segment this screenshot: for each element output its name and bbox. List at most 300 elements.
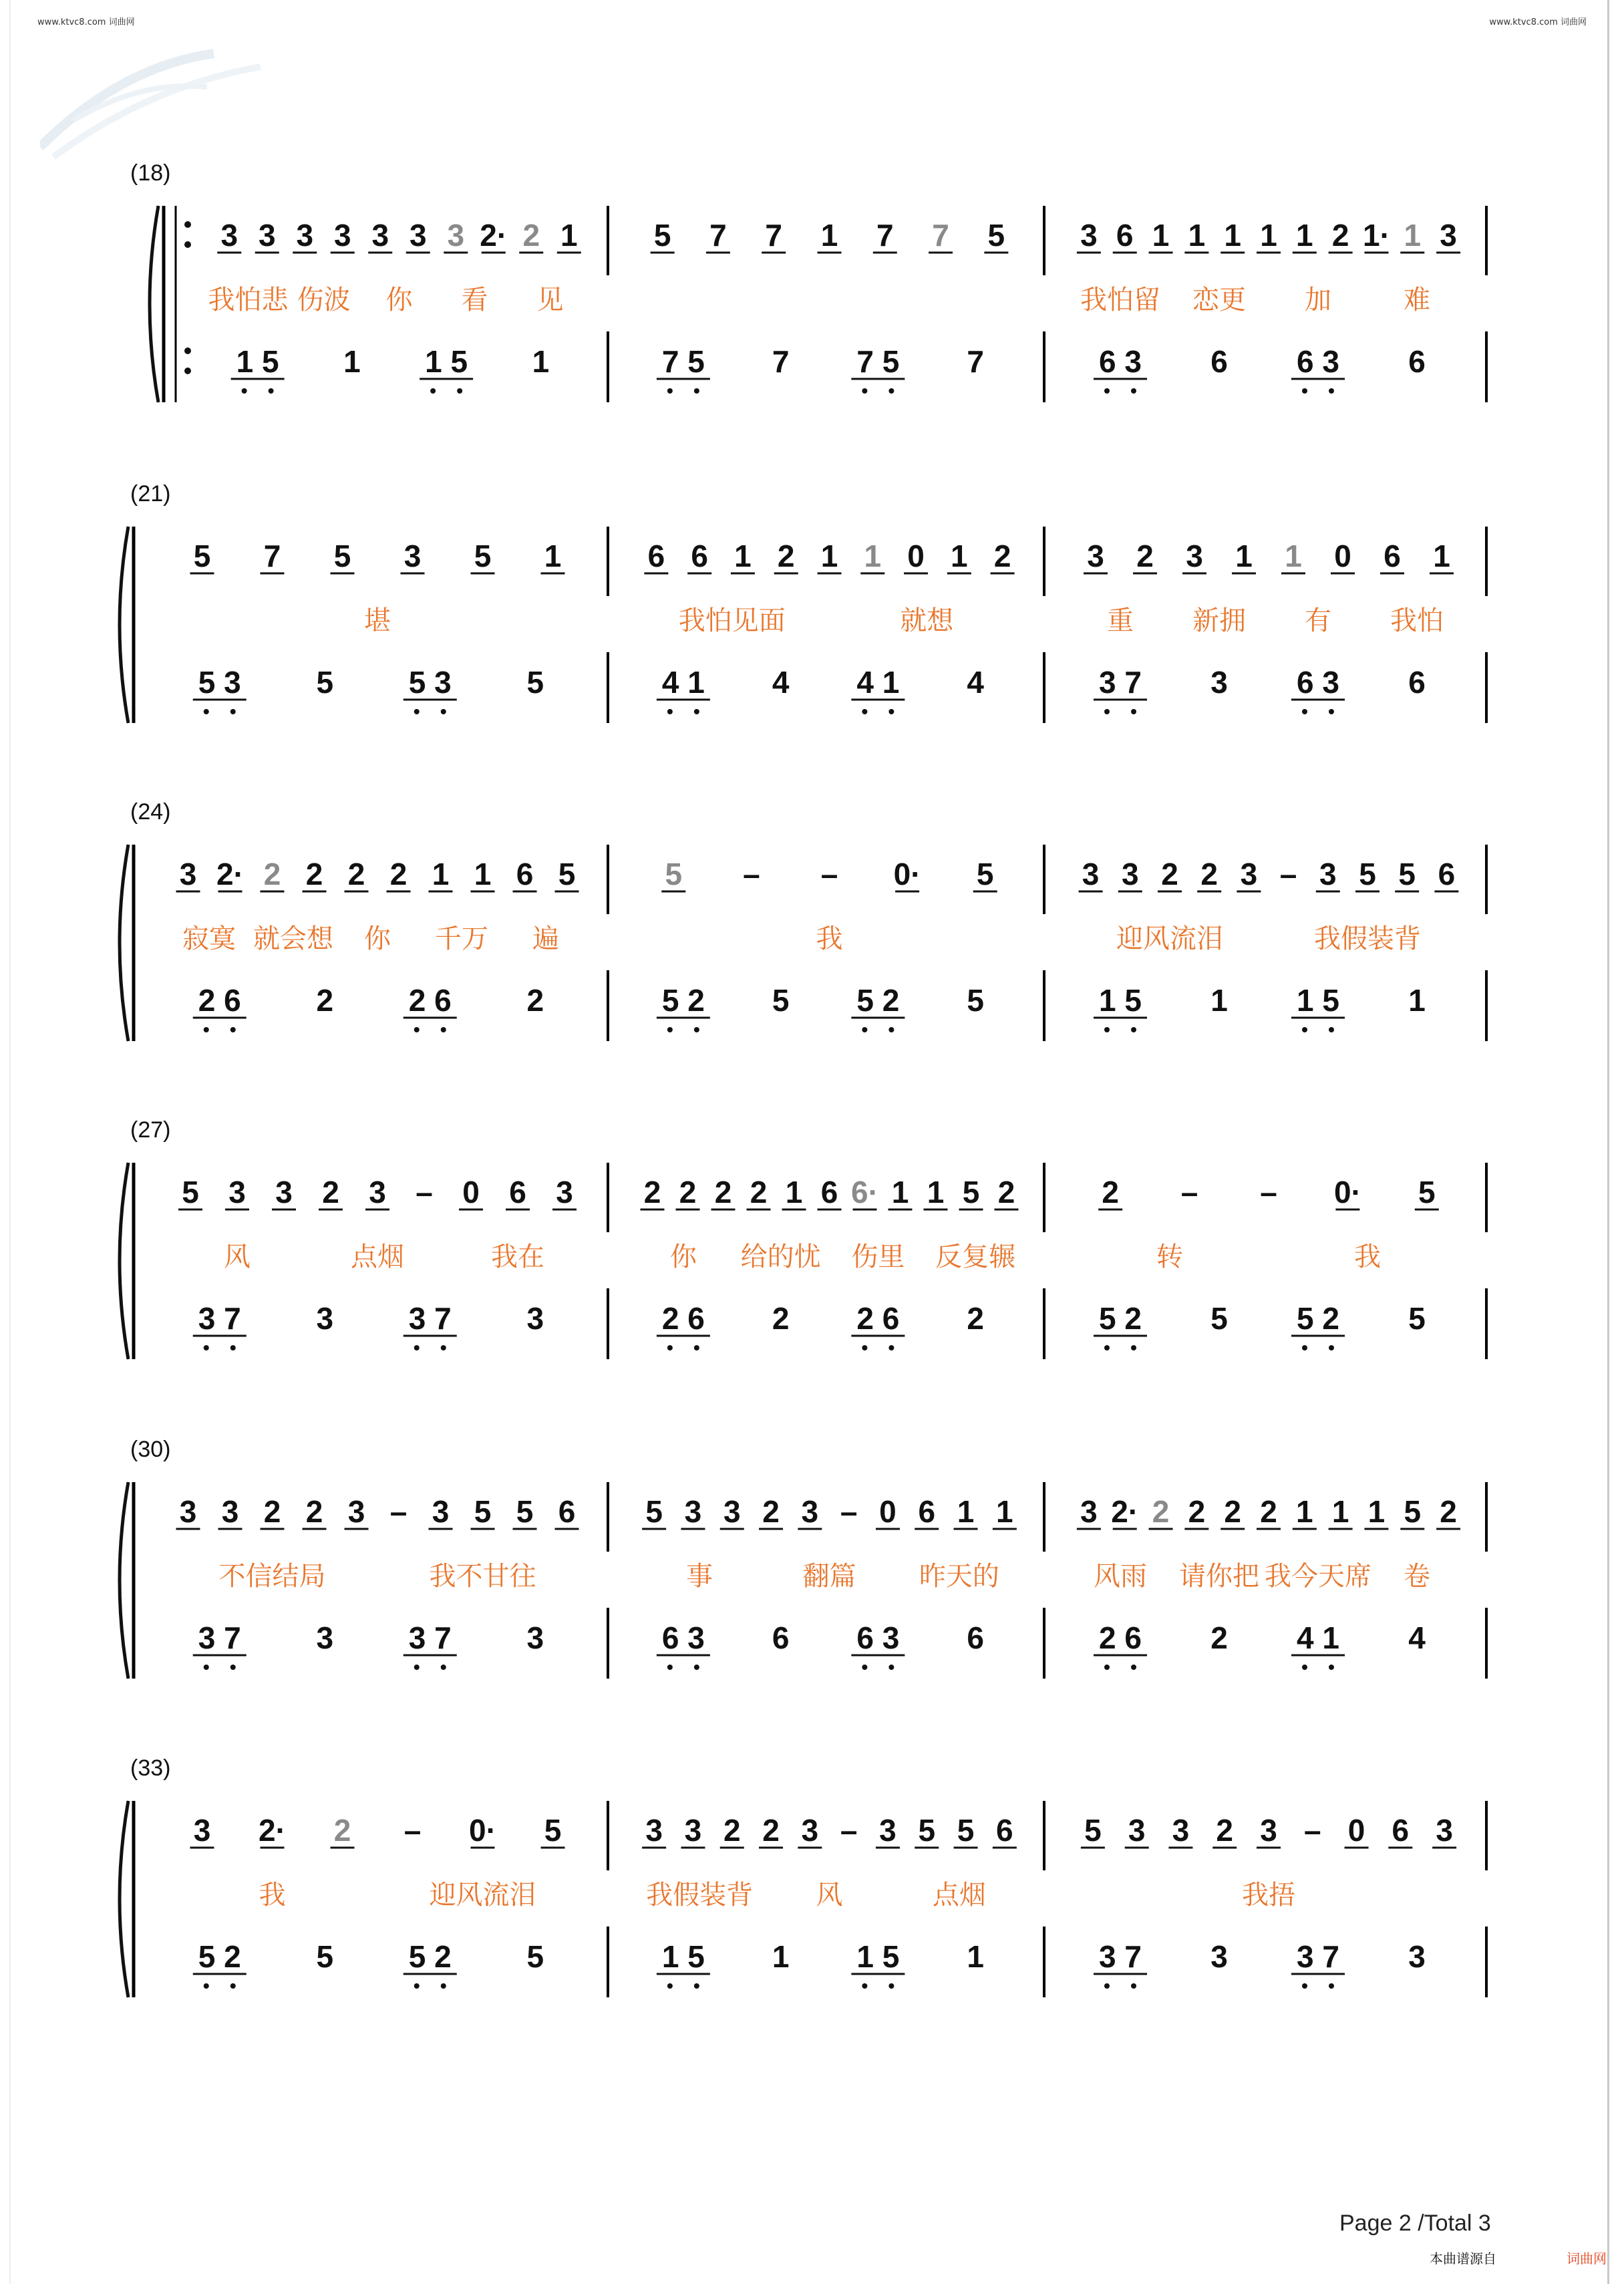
repeat-dot bbox=[184, 221, 191, 228]
accompaniment-note: 1 bbox=[343, 344, 361, 379]
octave-dot bbox=[1104, 1027, 1110, 1032]
accompaniment-note: 4 1 bbox=[856, 665, 900, 700]
melody-note: 6 bbox=[1116, 218, 1134, 253]
site-header-left[interactable]: www.ktvc8.com 词曲网 bbox=[37, 17, 135, 27]
melody-note: 6 bbox=[918, 1494, 936, 1529]
accompaniment-note: 4 bbox=[967, 665, 984, 700]
lyric-text: 我 bbox=[259, 1880, 286, 1910]
melody-note: 6 bbox=[691, 539, 708, 573]
melody-note: – bbox=[403, 1813, 422, 1848]
lyric-text: 我怕见面 bbox=[678, 605, 786, 636]
melody-note: 3 bbox=[296, 218, 314, 253]
melody-note: 0 bbox=[462, 1175, 480, 1209]
system-brace bbox=[150, 206, 158, 402]
lyric-text: 看 bbox=[461, 285, 488, 315]
accompaniment-note: 4 1 bbox=[661, 665, 705, 700]
accompaniment-note: 3 bbox=[1408, 1939, 1426, 1974]
octave-dot bbox=[862, 1983, 867, 1989]
accompaniment-note: 3 bbox=[316, 1301, 334, 1336]
accompaniment-note: 5 2 bbox=[661, 983, 705, 1018]
melody-note: 2 bbox=[1224, 1494, 1241, 1529]
octave-dot bbox=[667, 1027, 673, 1032]
accompaniment-note: 5 bbox=[316, 665, 334, 700]
melody-note: 2 bbox=[1216, 1813, 1234, 1848]
accompaniment-note: 4 bbox=[772, 665, 790, 700]
system-brace bbox=[120, 1163, 128, 1359]
accompaniment-note: 5 3 bbox=[408, 665, 452, 700]
melody-note: 2 bbox=[1331, 218, 1349, 253]
accompaniment-note: 1 5 bbox=[1297, 983, 1339, 1018]
melody-note: 3 bbox=[1080, 218, 1098, 253]
accompaniment-note: 6 3 bbox=[1099, 344, 1142, 379]
melody-note: 3 bbox=[723, 1494, 741, 1529]
lyric-text: 难 bbox=[1404, 285, 1430, 315]
melody-note: 2 bbox=[643, 1175, 661, 1209]
lyric-text: 我假装背 bbox=[1314, 923, 1421, 954]
octave-dot bbox=[1302, 388, 1307, 394]
melody-note: – bbox=[416, 1175, 433, 1209]
melody-note: 5 bbox=[665, 857, 683, 891]
melody-note: 3 bbox=[1172, 1813, 1190, 1848]
melody-note: 2 bbox=[322, 1175, 339, 1209]
octave-dot bbox=[441, 1027, 446, 1032]
octave-dot bbox=[1131, 709, 1136, 714]
melody-note: 2 bbox=[762, 1494, 780, 1529]
melody-note: 7 bbox=[876, 218, 894, 253]
melody-note: 1 bbox=[1404, 218, 1422, 253]
accompaniment-note: 3 bbox=[526, 1620, 544, 1655]
melody-note: 2 bbox=[762, 1813, 780, 1848]
octave-dot bbox=[1104, 388, 1110, 394]
melody-note: 3 bbox=[1087, 539, 1104, 573]
octave-dot bbox=[230, 1027, 236, 1032]
melody-note: 3 bbox=[221, 1494, 239, 1529]
melody-note: 3 bbox=[258, 218, 276, 253]
melody-note: 5 bbox=[918, 1813, 936, 1848]
lyric-text: 就会想 bbox=[253, 923, 333, 954]
melody-note: 7 bbox=[932, 218, 949, 253]
melody-note: – bbox=[743, 857, 760, 891]
octave-dot bbox=[694, 1665, 699, 1670]
accompaniment-note: 5 bbox=[1408, 1301, 1426, 1336]
lyric-text: 昨天的 bbox=[919, 1561, 999, 1592]
melody-note: 2 bbox=[1161, 857, 1178, 891]
octave-dot bbox=[888, 1345, 894, 1350]
octave-dot bbox=[1329, 709, 1334, 714]
accompaniment-note: 1 bbox=[967, 1939, 984, 1974]
melody-note: 3 bbox=[369, 1175, 386, 1209]
melody-note: 3 bbox=[1260, 1813, 1277, 1848]
accompaniment-note: 7 5 bbox=[661, 344, 705, 379]
accompaniment-note: 2 bbox=[772, 1301, 790, 1336]
lyric-text: 堪 bbox=[364, 605, 391, 636]
melody-note: 0· bbox=[1333, 1175, 1361, 1209]
melody-note: 5 bbox=[645, 1494, 663, 1529]
lyric-text: 请你把 bbox=[1179, 1561, 1259, 1592]
accompaniment-note: 4 bbox=[1408, 1620, 1426, 1655]
accompaniment-note: 5 2 bbox=[1099, 1301, 1142, 1336]
brand-link[interactable]: 词曲网 bbox=[1567, 2251, 1607, 2267]
octave-dot bbox=[1329, 1983, 1334, 1989]
melody-note: – bbox=[1260, 1175, 1277, 1209]
measure-number: (21) bbox=[130, 481, 171, 507]
accompaniment-note: 5 3 bbox=[198, 665, 241, 700]
melody-note: 3 bbox=[1319, 857, 1337, 891]
octave-dot bbox=[441, 1345, 446, 1350]
melody-note: 5 bbox=[516, 1494, 534, 1529]
lyric-text: 恋更 bbox=[1192, 285, 1246, 315]
melody-note: 5 bbox=[474, 539, 492, 573]
melody-note: 5 bbox=[558, 857, 576, 891]
octave-dot bbox=[667, 709, 673, 714]
melody-note: 7 bbox=[263, 539, 281, 573]
system-brace bbox=[120, 1482, 128, 1679]
system-brace bbox=[120, 845, 128, 1041]
accompaniment-note: 5 bbox=[1210, 1301, 1228, 1336]
accompaniment-note: 2 bbox=[1210, 1620, 1228, 1655]
accompaniment-note: 5 bbox=[967, 983, 984, 1018]
melody-note: 3 bbox=[447, 218, 465, 253]
accompaniment-note: 3 7 bbox=[198, 1301, 241, 1336]
lyric-text: 寂寞 bbox=[182, 923, 236, 954]
melody-note: – bbox=[820, 857, 838, 891]
octave-dot bbox=[1329, 388, 1334, 394]
octave-dot bbox=[862, 1665, 867, 1670]
melody-note: 2· bbox=[259, 1813, 286, 1848]
accompaniment-note: 4 1 bbox=[1297, 1620, 1339, 1655]
octave-dot bbox=[204, 1027, 209, 1032]
accompaniment-note: 1 bbox=[1210, 983, 1228, 1018]
melody-note: 3 bbox=[403, 539, 422, 573]
melody-note: 6 bbox=[558, 1494, 576, 1529]
lyric-text: 就想 bbox=[900, 605, 954, 636]
melody-note: 5 bbox=[1359, 857, 1376, 891]
accompaniment-note: 3 7 bbox=[408, 1620, 452, 1655]
accompaniment-note: 2 6 bbox=[661, 1301, 705, 1336]
melody-note: 1 bbox=[474, 857, 492, 891]
melody-note: 1 bbox=[820, 539, 838, 573]
melody-note: 1 bbox=[927, 1175, 945, 1209]
melody-note: 2 bbox=[993, 539, 1011, 573]
octave-dot bbox=[667, 1983, 673, 1989]
accompaniment-note: 1 5 bbox=[661, 1939, 705, 1974]
octave-dot bbox=[1329, 1665, 1334, 1670]
octave-dot bbox=[888, 388, 894, 394]
melody-note: 2 bbox=[1102, 1175, 1119, 1209]
melody-note: 3 bbox=[371, 218, 389, 253]
melody-note: 3 bbox=[432, 1494, 450, 1529]
melody-note: 3 bbox=[1440, 218, 1457, 253]
melody-note: 3 bbox=[1080, 1494, 1098, 1529]
source-note: 本曲谱源自 bbox=[1430, 2251, 1496, 2267]
octave-dot bbox=[1131, 388, 1136, 394]
melody-note: 0· bbox=[893, 857, 921, 891]
melody-note: 2 bbox=[263, 1494, 281, 1529]
accompaniment-note: 1 5 bbox=[856, 1939, 900, 1974]
octave-dot bbox=[1104, 709, 1110, 714]
accompaniment-note: 7 bbox=[772, 344, 790, 379]
melody-note: 1 bbox=[1331, 1494, 1349, 1529]
octave-dot bbox=[414, 709, 420, 714]
melody-note: 1 bbox=[1433, 539, 1450, 573]
octave-dot bbox=[694, 1027, 699, 1032]
lyric-text: 我怕留 bbox=[1080, 285, 1160, 315]
melody-note: 3 bbox=[1128, 1813, 1146, 1848]
accompaniment-note: 7 5 bbox=[856, 344, 900, 379]
accompaniment-note: 5 2 bbox=[856, 983, 900, 1018]
melody-note: – bbox=[1279, 857, 1297, 891]
accompaniment-note: 6 3 bbox=[856, 1620, 900, 1655]
lyric-text: 点烟 bbox=[932, 1880, 986, 1910]
octave-dot bbox=[230, 709, 236, 714]
accompaniment-note: 5 bbox=[526, 665, 544, 700]
repeat-dot bbox=[184, 368, 191, 374]
octave-dot bbox=[414, 1345, 420, 1350]
melody-note: 5 bbox=[474, 1494, 492, 1529]
accompaniment-note: 6 bbox=[1408, 344, 1426, 379]
lyric-text: 加 bbox=[1305, 285, 1331, 315]
octave-dot bbox=[888, 1027, 894, 1032]
lyric-text: 我不甘往 bbox=[429, 1561, 536, 1592]
melody-note: 2· bbox=[216, 857, 244, 891]
melody-note: 3 bbox=[1436, 1813, 1453, 1848]
melody-note: 1 bbox=[734, 539, 752, 573]
lyric-text: 我捂 bbox=[1242, 1880, 1295, 1910]
melody-note: 2 bbox=[1440, 1494, 1457, 1529]
octave-dot bbox=[1104, 1345, 1110, 1350]
octave-dot bbox=[230, 1345, 236, 1350]
octave-dot bbox=[1131, 1665, 1136, 1670]
octave-dot bbox=[667, 1665, 673, 1670]
octave-dot bbox=[204, 1983, 209, 1989]
page-indicator: Page 2 /Total 3 bbox=[1339, 2210, 1491, 2236]
accompaniment-note: 1 bbox=[772, 1939, 790, 1974]
melody-note: 5 bbox=[962, 1175, 980, 1209]
accompaniment-note: 6 3 bbox=[1297, 344, 1339, 379]
octave-dot bbox=[230, 1665, 236, 1670]
melody-note: 6 bbox=[820, 1175, 838, 1209]
melody-note: 2 bbox=[305, 857, 323, 891]
melody-note: 6 bbox=[1438, 857, 1456, 891]
melody-note: 2 bbox=[1152, 1494, 1170, 1529]
measure-number: (24) bbox=[130, 799, 171, 825]
octave-dot bbox=[204, 1665, 209, 1670]
melody-note: 1 bbox=[1224, 218, 1241, 253]
melody-note: 1 bbox=[1260, 218, 1277, 253]
accompaniment-note: 5 bbox=[772, 983, 790, 1018]
accompaniment-note: 5 2 bbox=[1297, 1301, 1339, 1336]
measure-number: (33) bbox=[130, 1755, 171, 1781]
melody-note: 2 bbox=[389, 857, 408, 891]
lyric-text: 我怕悲 bbox=[208, 285, 289, 315]
accompaniment-note: 5 bbox=[316, 1939, 334, 1974]
melody-note: 1 bbox=[951, 539, 968, 573]
melody-note: 2 bbox=[1200, 857, 1218, 891]
octave-dot bbox=[269, 388, 274, 394]
lyric-text: 风 bbox=[224, 1242, 251, 1272]
melody-note: 3 bbox=[879, 1813, 897, 1848]
melody-note: 2 bbox=[305, 1494, 323, 1529]
lyric-text: 迎风流泪 bbox=[1116, 923, 1223, 954]
melody-note: 3 bbox=[801, 1494, 819, 1529]
octave-dot bbox=[204, 709, 209, 714]
melody-note: 3 bbox=[333, 218, 351, 253]
accompaniment-note: 6 bbox=[967, 1620, 984, 1655]
melody-note: 3 bbox=[1186, 539, 1203, 573]
melody-note: 2· bbox=[1111, 1494, 1139, 1529]
melody-note: 0 bbox=[907, 539, 925, 573]
accompaniment-note: 3 bbox=[1210, 1939, 1228, 1974]
lyric-text: 我在 bbox=[491, 1242, 544, 1272]
melody-note: 1 bbox=[544, 539, 562, 573]
accompaniment-note: 2 6 bbox=[1099, 1620, 1142, 1655]
octave-dot bbox=[888, 1983, 894, 1989]
accompaniment-note: 6 bbox=[772, 1620, 790, 1655]
accompaniment-note: 5 2 bbox=[198, 1939, 241, 1974]
melody-note: 0 bbox=[1334, 539, 1351, 573]
lyric-text: 你 bbox=[385, 285, 413, 315]
melody-note: 0 bbox=[879, 1494, 897, 1529]
melody-note: 2 bbox=[333, 1813, 351, 1848]
site-header-right[interactable]: www.ktvc8.com 词曲网 bbox=[1489, 17, 1587, 27]
octave-dot bbox=[862, 709, 867, 714]
melody-note: 3 bbox=[1082, 857, 1100, 891]
melody-note: 3 bbox=[556, 1175, 573, 1209]
accompaniment-note: 6 bbox=[1210, 344, 1228, 379]
lyric-text: 遍 bbox=[532, 923, 559, 954]
accompaniment-note: 2 bbox=[967, 1301, 984, 1336]
accompaniment-note: 3 bbox=[1210, 665, 1228, 700]
melody-note: 3 bbox=[684, 1494, 702, 1529]
melody-note: 5 bbox=[957, 1813, 975, 1848]
octave-dot bbox=[1302, 1027, 1307, 1032]
octave-dot bbox=[862, 388, 867, 394]
lyric-text: 我今天席 bbox=[1265, 1561, 1371, 1592]
lyric-text: 见 bbox=[536, 285, 564, 315]
octave-dot bbox=[694, 1345, 699, 1350]
melody-note: 0· bbox=[469, 1813, 496, 1848]
octave-dot bbox=[414, 1983, 420, 1989]
accompaniment-note: 5 bbox=[526, 1939, 544, 1974]
melody-note: 2 bbox=[1260, 1494, 1277, 1529]
lyric-text: 翻篇 bbox=[802, 1561, 856, 1592]
melody-note: 2 bbox=[723, 1813, 741, 1848]
lyric-text: 伤波 bbox=[297, 285, 351, 315]
accompaniment-note: 1 5 bbox=[425, 344, 468, 379]
accompaniment-note: 3 bbox=[526, 1301, 544, 1336]
measure-number: (27) bbox=[130, 1117, 171, 1143]
octave-dot bbox=[888, 709, 894, 714]
repeat-dot bbox=[184, 347, 191, 354]
melody-note: 2· bbox=[480, 218, 508, 253]
system-brace bbox=[120, 1801, 128, 1997]
melody-note: 5 bbox=[653, 218, 671, 253]
lyric-text: 转 bbox=[1156, 1242, 1183, 1272]
octave-dot bbox=[230, 1983, 236, 1989]
melody-note: 1· bbox=[1363, 218, 1390, 253]
melody-note: 2 bbox=[777, 539, 795, 573]
accompaniment-note: 1 bbox=[532, 344, 550, 379]
octave-dot bbox=[1329, 1345, 1334, 1350]
melody-note: 5 bbox=[182, 1175, 199, 1209]
melody-note: 5 bbox=[193, 539, 211, 573]
melody-note: 3 bbox=[193, 1813, 211, 1848]
melody-note: 5 bbox=[1398, 857, 1416, 891]
octave-dot bbox=[667, 1345, 673, 1350]
accompaniment-note: 2 6 bbox=[198, 983, 241, 1018]
melody-note: – bbox=[1303, 1813, 1321, 1848]
octave-dot bbox=[862, 1345, 867, 1350]
melody-note: 5 bbox=[1084, 1813, 1102, 1848]
melody-note: 6 bbox=[509, 1175, 526, 1209]
melody-note: 6· bbox=[851, 1175, 878, 1209]
lyric-text: 我怕 bbox=[1390, 605, 1444, 636]
accompaniment-note: 3 7 bbox=[1099, 665, 1142, 700]
lyric-text: 不信结局 bbox=[218, 1561, 326, 1592]
lyric-text: 我假装背 bbox=[646, 1880, 754, 1910]
melody-note: – bbox=[840, 1494, 858, 1529]
octave-dot bbox=[1104, 1983, 1110, 1989]
octave-dot bbox=[1131, 1345, 1136, 1350]
accompaniment-note: 6 3 bbox=[1297, 665, 1339, 700]
melody-note: 2 bbox=[750, 1175, 768, 1209]
accompaniment-note: 5 2 bbox=[408, 1939, 452, 1974]
lyric-text: 事 bbox=[686, 1561, 713, 1592]
octave-dot bbox=[1302, 709, 1307, 714]
melody-note: 3 bbox=[801, 1813, 819, 1848]
melody-note: – bbox=[840, 1813, 858, 1848]
melody-note: 5 bbox=[333, 539, 351, 573]
octave-dot bbox=[1329, 1027, 1334, 1032]
octave-dot bbox=[1302, 1665, 1307, 1670]
melody-note: 3 bbox=[347, 1494, 365, 1529]
accompaniment-note: 2 6 bbox=[856, 1301, 900, 1336]
lyric-text: 给的忧 bbox=[740, 1242, 821, 1272]
octave-dot bbox=[441, 1983, 446, 1989]
melody-note: 1 bbox=[1188, 218, 1206, 253]
melody-note: 3 bbox=[228, 1175, 246, 1209]
lyric-text: 有 bbox=[1305, 605, 1331, 636]
melody-note: – bbox=[1180, 1175, 1198, 1209]
melody-note: 1 bbox=[957, 1494, 975, 1529]
melody-note: 2 bbox=[679, 1175, 697, 1209]
lyric-text: 迎风流泪 bbox=[429, 1880, 536, 1910]
melody-note: 2 bbox=[522, 218, 540, 253]
melody-note: 1 bbox=[1235, 539, 1253, 573]
melody-note: 2 bbox=[1188, 1494, 1206, 1529]
lyric-text: 风雨 bbox=[1094, 1561, 1147, 1592]
melody-note: 6 bbox=[647, 539, 665, 573]
melody-note: 1 bbox=[996, 1494, 1013, 1529]
melody-note: 1 bbox=[891, 1175, 909, 1209]
measure-number: (30) bbox=[130, 1437, 171, 1462]
octave-dot bbox=[1302, 1345, 1307, 1350]
accompaniment-note: 6 bbox=[1408, 665, 1426, 700]
melody-note: 5 bbox=[1404, 1494, 1422, 1529]
measure-number: (18) bbox=[130, 160, 171, 186]
lyric-text: 点烟 bbox=[351, 1242, 404, 1272]
octave-dot bbox=[694, 709, 699, 714]
melody-note: 1 bbox=[560, 218, 578, 253]
melody-note: 3 bbox=[179, 1494, 197, 1529]
melody-note: 1 bbox=[785, 1175, 803, 1209]
octave-dot bbox=[888, 1665, 894, 1670]
octave-dot bbox=[204, 1345, 209, 1350]
octave-dot bbox=[1302, 1983, 1307, 1989]
accompaniment-note: 1 5 bbox=[236, 344, 279, 379]
melody-note: 6 bbox=[516, 857, 534, 891]
lyric-text: 风 bbox=[816, 1880, 843, 1910]
